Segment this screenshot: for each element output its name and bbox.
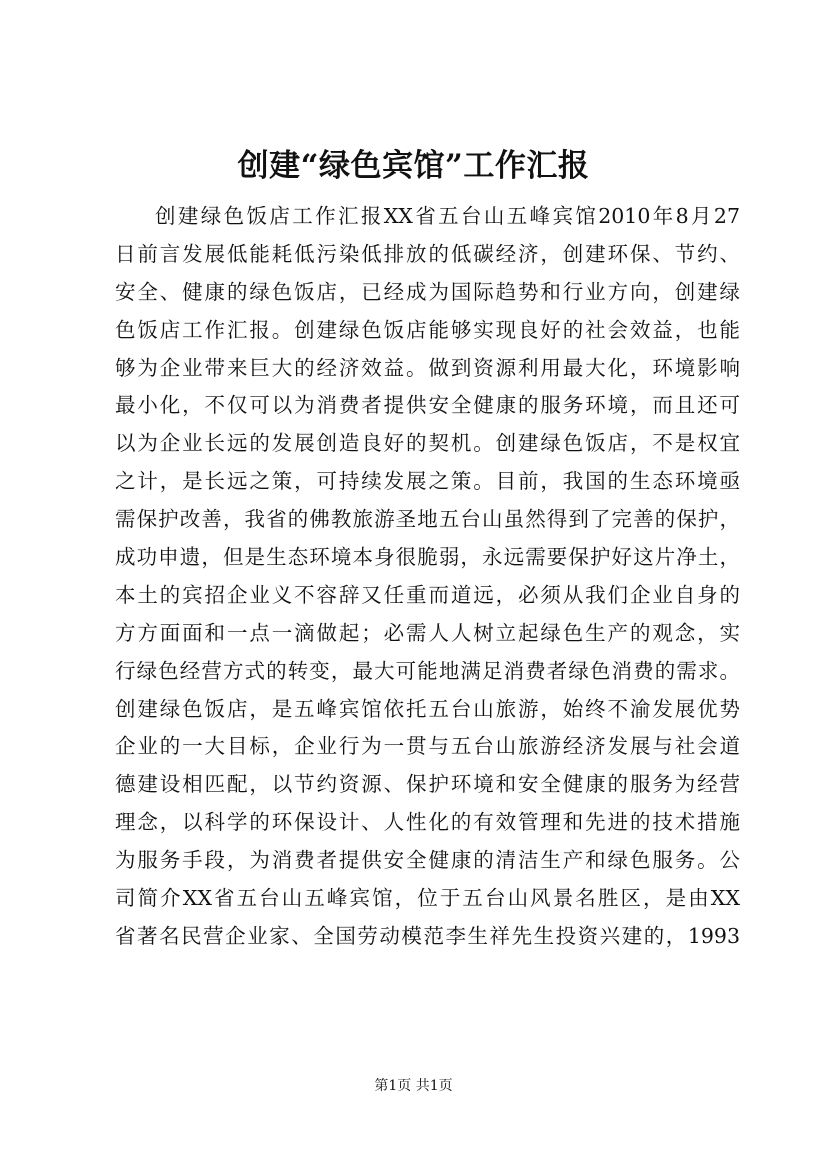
- body-line-14: 创建绿色饭店，是五峰宾馆依托五台山旅游，始终不渝发展优势: [115, 696, 740, 721]
- document-body: [115, 198, 740, 956]
- body-line-16: 德建设相匹配，以节约资源、保护环境和安全健康的服务为经营: [115, 772, 740, 797]
- body-line-10: 成功申遗，但是生态环境本身很脆弱，永远需要保护好这片净土，: [115, 545, 740, 570]
- body-line-20: 省著名民营企业家、全国劳动模范李生祥先生投资兴建的，1993: [115, 923, 740, 948]
- body-line-1: 创建绿色饭店工作汇报XX省五台山五峰宾馆2010年8月27: [155, 204, 740, 228]
- body-line-2: 日前言发展低能耗低污染低排放的低碳经济，创建环保、节约、: [115, 241, 740, 266]
- body-line-3: 安全、健康的绿色饭店，已经成为国际趋势和行业方向，创建绿: [115, 279, 740, 304]
- body-line-4: 色饭店工作汇报。创建绿色饭店能够实现良好的社会效益，也能: [115, 317, 740, 342]
- body-line-7: 以为企业长远的发展创造良好的契机。创建绿色饭店，不是权宜: [115, 431, 740, 456]
- document-title: 创建“绿色宾馆”工作汇报: [237, 148, 590, 184]
- body-line-15: 企业的一大目标，企业行为一贯与五台山旅游经济发展与社会道: [115, 734, 740, 759]
- body-line-9: 需保护改善，我省的佛教旅游圣地五台山虽然得到了完善的保护，: [115, 507, 740, 532]
- body-line-5: 够为企业带来巨大的经济效益。做到资源利用最大化，环境影响: [115, 355, 740, 380]
- body-line-18: 为服务手段，为消费者提供安全健康的清洁生产和绿色服务。公: [115, 848, 740, 873]
- body-line-8: 之计，是长远之策，可持续发展之策。目前，我国的生态环境亟: [115, 469, 740, 494]
- body-line-19: 司简介XX省五台山五峰宾馆，位于五台山风景名胜区，是由XX: [115, 886, 740, 911]
- body-line-6: 最小化，不仅可以为消费者提供安全健康的服务环境，而且还可: [115, 393, 740, 418]
- body-line-12: 方方面面和一点一滴做起；必需人人树立起绿色生产的观念，实: [115, 620, 740, 645]
- body-line-11: 本土的宾招企业义不容辞又任重而道远，必须从我们企业自身的: [115, 582, 740, 607]
- body-line-17: 理念，以科学的环保设计、人性化的有效管理和先进的技术措施: [115, 810, 740, 835]
- body-line-13: 行绿色经营方式的转变，最大可能地满足消费者绿色消费的需求。: [115, 658, 740, 683]
- page-number-footer: 第1页 共1页: [374, 1078, 453, 1094]
